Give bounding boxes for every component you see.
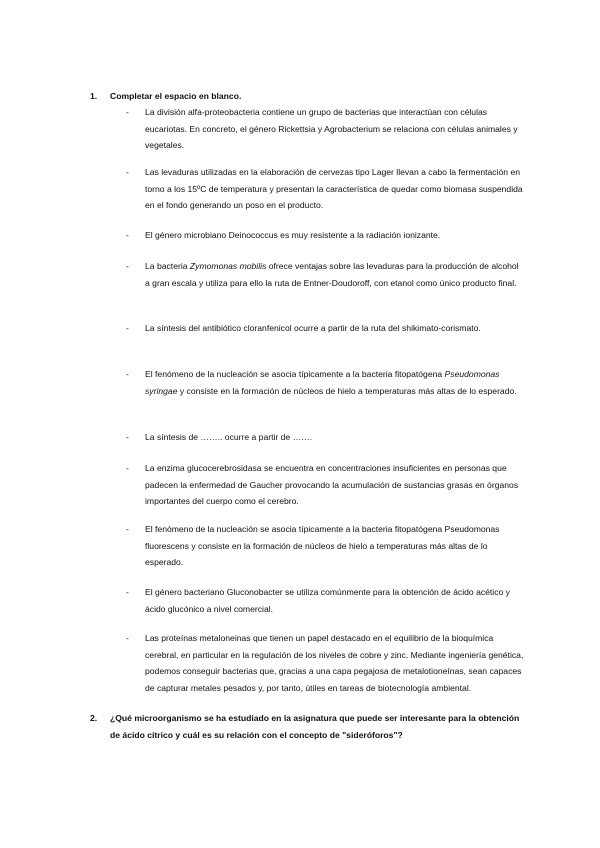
item-text: La síntesis del antibiótico cloranfenicol ocurre a partir de la ruta del shikimato-corismato. — [145, 323, 481, 333]
item-text: Las proteínas metaloneinas que tienen un papel destacado en el equilibrio de la bioquímica cerebral, en particular en la regulación de los niveles de cobre y zinc. Mediante ingeniería genética, podemos conseguir bacterias que, gracias a una capa pegajosa de metalotioneínas, sean capaces de capturar metales pesados y, por tanto, útiles en tareas de biotecnología ambiental. — [145, 633, 524, 693]
bullet-dash: - — [126, 587, 129, 597]
bullet-dash: - — [126, 323, 129, 333]
item-text: La síntesis de …….. ocurre a partir de ……. — [145, 432, 313, 442]
item-text: La bacteria Zymomonas mobilis ofrece ventajas sobre las levaduras para la producción de alcohol a gran escala y utiliza para ello la ruta de Entner-Doudoroff, con etanol como único producto final. — [145, 261, 519, 288]
bullet-dash: - — [126, 230, 129, 240]
question-number: 1. — [90, 91, 98, 101]
species-name: Pseudomonas syringae — [145, 369, 500, 396]
item-text: El género bacteriano Gluconobacter se utiliza comúnmente para la obtención de ácido acético y ácido glucónico a nivel comercial. — [145, 587, 510, 614]
bullet-dash: - — [126, 261, 129, 271]
item-text: La enzima glucocerebrosidasa se encuentra en concentraciones insuficientes en personas que padecen la enfermedad de Gaucher provocando la acumulación de sustancias grasas en órganos importantes del cuerpo como el cerebro. — [145, 463, 519, 506]
question-text: Completar el espacio en blanco. — [110, 91, 242, 101]
bullet-dash: - — [126, 432, 129, 442]
bullet-dash: - — [126, 107, 129, 117]
item-text: El género microbiano Deinococcus es muy resistente a la radiación ionizante. — [145, 230, 441, 240]
bullet-dash: - — [126, 633, 129, 643]
bullet-dash: - — [126, 463, 129, 473]
item-text: Las levaduras utilizadas en la elaboración de cervezas tipo Lager llevan a cabo la fermentación en torno a los 15ºC de temperatura y presentan la característica de quedar como biomasa suspendida en el fondo generando un poso en el producto. — [145, 167, 523, 210]
species-name: Zymomonas mobilis — [189, 261, 267, 271]
question-number: 2. — [90, 713, 98, 723]
item-text: El fenómeno de la nucleación se asocia típicamente a la bacteria fitopatógena Pseudomonas syringae y consiste en la formación de núcleos de hielo a temperaturas más altas de lo esperado. — [145, 369, 517, 396]
bullet-dash: - — [126, 167, 129, 177]
bullet-dash: - — [126, 369, 129, 379]
question-text: ¿Qué microorganismo se ha estudiado en la asignatura que puede ser interesante para la obtención de ácido cítrico y cuál es su relación con el concepto de "sideróforos"? — [110, 713, 520, 740]
item-text: La división alfa-proteobacteria contiene un grupo de bacterias que interactúan con células eucariotas. En concreto, el género Rickettsia y Agrobacterium se relaciona con células animales y vegetales. — [145, 107, 518, 150]
item-text: El fenómeno de la nucleación se asocia típicamente a la bacteria fitopatógena Pseudomonas fluorescens y consiste en la formación de núcleos de hielo a temperaturas más altas de lo esperado. — [145, 524, 500, 567]
bullet-dash: - — [126, 524, 129, 534]
